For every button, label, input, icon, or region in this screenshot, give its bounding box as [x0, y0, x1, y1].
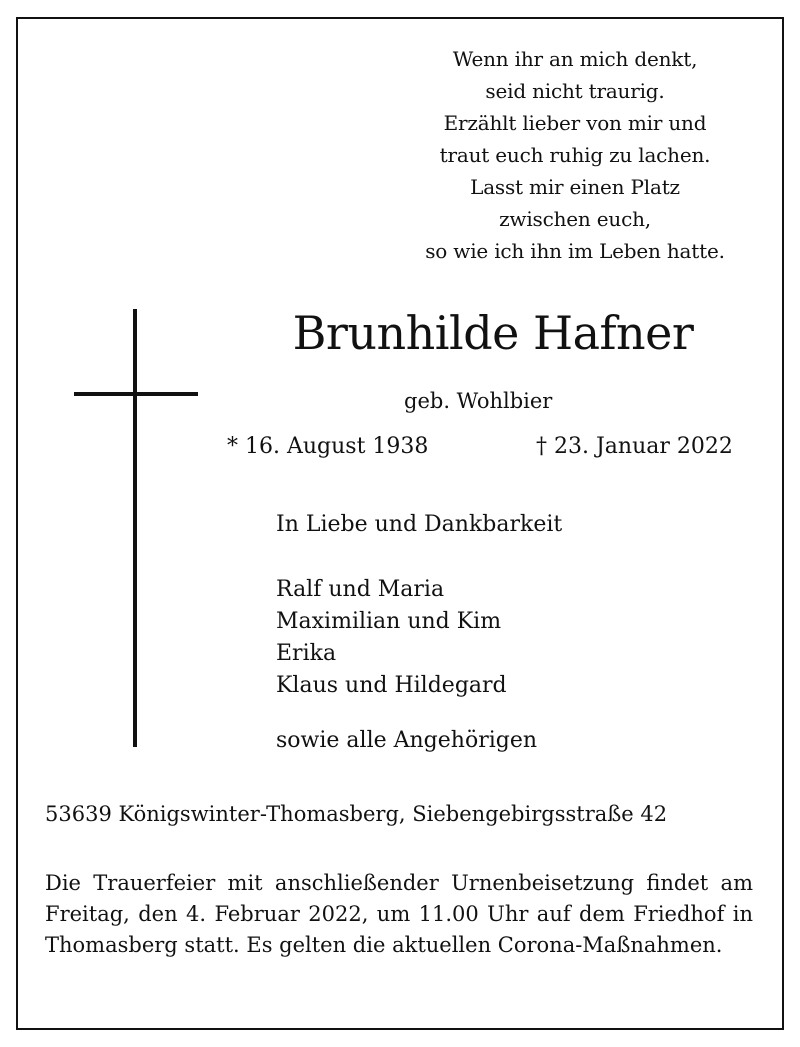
mourner-name: Ralf und Maria: [276, 577, 445, 602]
family-address: 53639 Königswinter-Thomasberg, Siebengebirgsstraße 42: [45, 802, 668, 826]
cross-vertical-bar: [133, 309, 137, 747]
dedication: In Liebe und Dankbarkeit: [276, 512, 563, 537]
poem-line: seid nicht traurig.: [485, 79, 665, 103]
poem-line: Erzählt lieber von mir und: [443, 111, 707, 135]
birth-name: geb. Wohlbier: [404, 389, 553, 413]
mourner-name: Erika: [276, 641, 337, 666]
poem-line: Wenn ihr an mich denkt,: [452, 47, 698, 71]
poem-line: zwischen euch,: [499, 207, 651, 231]
relatives-line: sowie alle Angehörigen: [276, 728, 538, 753]
poem-line: Lasst mir einen Platz: [470, 175, 680, 199]
poem-line: so wie ich ihn im Leben hatte.: [425, 239, 725, 263]
poem-line: traut euch ruhig zu lachen.: [439, 143, 711, 167]
birth-date: * 16. August 1938: [227, 434, 429, 459]
cross-icon: [74, 309, 198, 747]
mourner-name: Maximilian und Kim: [276, 609, 502, 634]
death-date: † 23. Januar 2022: [536, 434, 733, 459]
mourner-name: Klaus und Hildegard: [276, 673, 507, 698]
service-information: Die Trauerfeier mit anschließender Urnenbeisetzung findet am Freitag, den 4. Februar 2022, um 11.00 Uhr auf dem Friedhof in Thomasberg statt. Es gelten die aktuellen Corona-Maßnahmen.: [45, 871, 753, 957]
deceased-name: Brunhilde Hafner: [292, 306, 694, 360]
obituary-notice: [16, 17, 784, 1030]
mourner-list: [276, 574, 507, 702]
memorial-poem: [410, 43, 740, 267]
cross-horizontal-bar: [74, 392, 198, 396]
